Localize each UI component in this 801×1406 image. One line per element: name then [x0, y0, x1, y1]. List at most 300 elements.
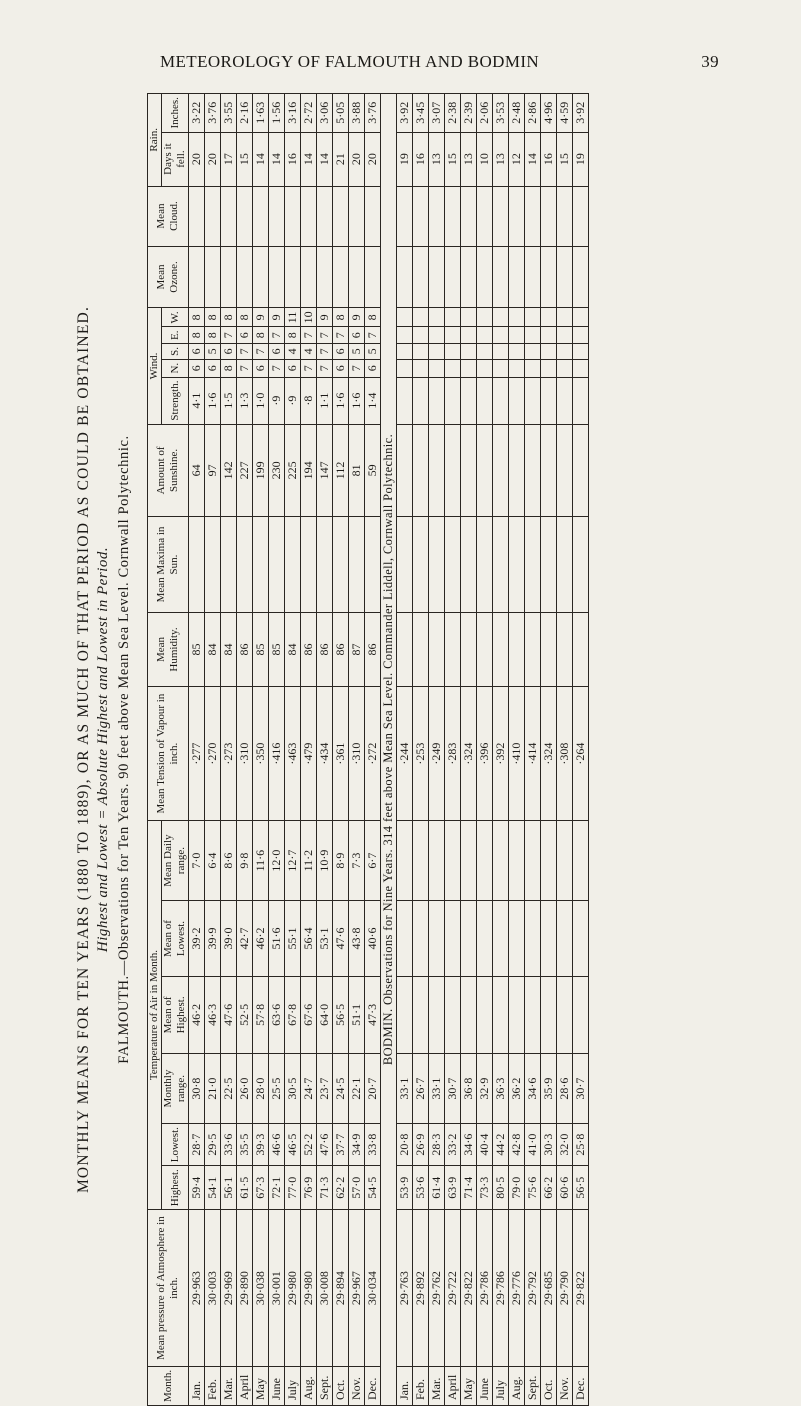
- cell-r: 22·1: [349, 1054, 365, 1124]
- cell-ss: [477, 424, 493, 517]
- cell-h: 56·5: [573, 1166, 589, 1210]
- cell-mh: [525, 976, 541, 1053]
- cell-d: 15: [445, 132, 461, 186]
- cell-r: 36·2: [509, 1054, 525, 1124]
- cell-hu: 86: [301, 612, 317, 687]
- cell-mh: 47·6: [221, 976, 237, 1053]
- cell-p: 30·001: [269, 1210, 285, 1367]
- table-row: [573, 94, 589, 1406]
- cell-st: 1·5: [221, 377, 237, 424]
- cell-r: 26·0: [237, 1054, 253, 1124]
- cell-in: 2·72: [301, 94, 317, 133]
- cell-hu: 84: [221, 612, 237, 687]
- cell-sun: [301, 517, 317, 612]
- cell-st: 4·1: [189, 377, 205, 424]
- cell-in: 2·16: [237, 94, 253, 133]
- cell-md: 7·3: [349, 820, 365, 900]
- cell-ss: 81: [349, 424, 365, 517]
- cell-n: 6: [253, 359, 269, 377]
- cell-cl: [461, 186, 477, 246]
- cell-e: [445, 327, 461, 343]
- col-sunshine: Amount of Sunshine.: [148, 424, 189, 517]
- cell-s: 5: [365, 343, 381, 359]
- table-row: [509, 94, 525, 1406]
- cell-md: 6·4: [205, 820, 221, 900]
- cell-h: 79·0: [509, 1166, 525, 1210]
- cell-r: 30·5: [285, 1054, 301, 1124]
- table-row: [285, 94, 301, 1406]
- cell-e: 7: [269, 327, 285, 343]
- cell-n: [557, 359, 573, 377]
- cell-p: 30·003: [205, 1210, 221, 1367]
- cell-l: 42·8: [509, 1124, 525, 1166]
- cell-t: ·396: [477, 687, 493, 821]
- cell-st: ·9: [269, 377, 285, 424]
- cell-s: 7: [237, 343, 253, 359]
- cell-hu: [445, 612, 461, 687]
- cell-e: 8: [189, 327, 205, 343]
- cell-md: 12·7: [285, 820, 301, 900]
- cell-p: 29·786: [477, 1210, 493, 1367]
- cell-w: [557, 308, 573, 327]
- cell-r: 36·3: [493, 1054, 509, 1124]
- cell-d: 15: [557, 132, 573, 186]
- cell-t: ·350: [253, 687, 269, 821]
- cell-ml: 39·9: [205, 901, 221, 976]
- cell-mh: 67·6: [301, 976, 317, 1053]
- cell-sun: [413, 517, 429, 612]
- cell-cl: [557, 186, 573, 246]
- cell-t: ·249: [429, 687, 445, 821]
- cell-e: 8: [285, 327, 301, 343]
- cell-e: 8: [253, 327, 269, 343]
- cell-cl: [493, 186, 509, 246]
- cell-cl: [477, 186, 493, 246]
- cell-hu: [477, 612, 493, 687]
- table-row: [461, 94, 477, 1406]
- col-mean-highest: Mean of Highest.: [162, 976, 189, 1053]
- cell-s: [573, 343, 589, 359]
- table-row: [333, 94, 349, 1406]
- cell-l: 35·5: [237, 1124, 253, 1166]
- cell-in: 4·96: [541, 94, 557, 133]
- cell-m: June: [269, 1366, 285, 1405]
- cell-cl: [413, 186, 429, 246]
- cell-hu: 85: [189, 612, 205, 687]
- cell-p: 29·822: [573, 1210, 589, 1367]
- cell-n: [397, 359, 413, 377]
- bodmin-rows: [397, 94, 589, 1406]
- cell-m: Jan.: [397, 1366, 413, 1405]
- cell-e: 7: [317, 327, 333, 343]
- cell-p: 30·008: [317, 1210, 333, 1367]
- cell-m: Mar.: [429, 1366, 445, 1405]
- cell-n: [573, 359, 589, 377]
- cell-ss: 97: [205, 424, 221, 517]
- cell-cl: [205, 186, 221, 246]
- cell-n: 7: [237, 359, 253, 377]
- cell-oz: [413, 246, 429, 308]
- cell-s: [541, 343, 557, 359]
- col-wind-strength: Strength.: [162, 377, 189, 424]
- cell-ss: 227: [237, 424, 253, 517]
- cell-ml: [429, 901, 445, 976]
- falmouth-section-title: FALMOUTH.—Observations for Ten Years. 90 feet above Mean Sea Level. Cornwall Polytechnic.: [116, 435, 132, 1064]
- col-mean-lowest: Mean of Lowest.: [162, 901, 189, 976]
- cell-n: [509, 359, 525, 377]
- cell-mh: [573, 976, 589, 1053]
- cell-sun: [509, 517, 525, 612]
- cell-hu: [429, 612, 445, 687]
- cell-l: 46·5: [285, 1124, 301, 1166]
- cell-h: 75·6: [525, 1166, 541, 1210]
- cell-n: 7: [269, 359, 285, 377]
- table-row: [525, 94, 541, 1406]
- table-row: [205, 94, 221, 1406]
- cell-d: 16: [541, 132, 557, 186]
- cell-p: 29·967: [349, 1210, 365, 1367]
- cell-t: ·310: [237, 687, 253, 821]
- cell-st: [509, 377, 525, 424]
- cell-sun: [237, 517, 253, 612]
- cell-st: [477, 377, 493, 424]
- cell-ml: 46·2: [253, 901, 269, 976]
- cell-l: 29·5: [205, 1124, 221, 1166]
- cell-d: 20: [189, 132, 205, 186]
- cell-in: 3·76: [205, 94, 221, 133]
- cell-oz: [493, 246, 509, 308]
- cell-n: [429, 359, 445, 377]
- cell-st: 1·6: [349, 377, 365, 424]
- col-mean-daily-range: Mean Daily range.: [162, 820, 189, 900]
- cell-ss: 147: [317, 424, 333, 517]
- cell-s: [557, 343, 573, 359]
- cell-ss: [413, 424, 429, 517]
- cell-oz: [317, 246, 333, 308]
- table-row: [541, 94, 557, 1406]
- cell-e: [509, 327, 525, 343]
- cell-sun: [573, 517, 589, 612]
- cell-d: 13: [461, 132, 477, 186]
- cell-m: Feb.: [413, 1366, 429, 1405]
- cell-m: Sept.: [525, 1366, 541, 1405]
- cell-s: [477, 343, 493, 359]
- cell-ml: [461, 901, 477, 976]
- cell-t: ·434: [317, 687, 333, 821]
- cell-cl: [221, 186, 237, 246]
- cell-t: ·361: [333, 687, 349, 821]
- cell-st: [461, 377, 477, 424]
- cell-h: 71·4: [461, 1166, 477, 1210]
- cell-w: [573, 308, 589, 327]
- cell-w: 9: [349, 308, 365, 327]
- cell-in: 3·07: [429, 94, 445, 133]
- cell-in: 2·39: [461, 94, 477, 133]
- cell-r: 30·8: [189, 1054, 205, 1124]
- cell-w: [397, 308, 413, 327]
- cell-md: [397, 820, 413, 900]
- cell-oz: [205, 246, 221, 308]
- cell-mh: [429, 976, 445, 1053]
- cell-s: [397, 343, 413, 359]
- data-table: [147, 93, 589, 1406]
- cell-t: ·253: [413, 687, 429, 821]
- rotated-content: [75, 93, 800, 1406]
- cell-cl: [285, 186, 301, 246]
- cell-w: 9: [253, 308, 269, 327]
- cell-cl: [253, 186, 269, 246]
- cell-hu: 86: [365, 612, 381, 687]
- cell-cl: [573, 186, 589, 246]
- col-tension: Mean Tension of Vapour in inch.: [148, 687, 189, 821]
- cell-p: 29·822: [461, 1210, 477, 1367]
- cell-w: 8: [189, 308, 205, 327]
- cell-h: 60·6: [557, 1166, 573, 1210]
- cell-t: ·324: [541, 687, 557, 821]
- cell-ss: [573, 424, 589, 517]
- cell-ml: 39·0: [221, 901, 237, 976]
- cell-in: 3·16: [285, 94, 301, 133]
- cell-s: [509, 343, 525, 359]
- cell-ss: [541, 424, 557, 517]
- cell-r: 24·7: [301, 1054, 317, 1124]
- cell-w: 10: [301, 308, 317, 327]
- cell-oz: [509, 246, 525, 308]
- header-row-groups: [148, 94, 162, 1406]
- cell-sun: [349, 517, 365, 612]
- cell-e: [573, 327, 589, 343]
- cell-sun: [189, 517, 205, 612]
- cell-ml: [445, 901, 461, 976]
- cell-p: 29·890: [237, 1210, 253, 1367]
- cell-cl: [397, 186, 413, 246]
- cell-r: 35·9: [541, 1054, 557, 1124]
- cell-st: ·8: [301, 377, 317, 424]
- cell-oz: [541, 246, 557, 308]
- cell-ml: 39·2: [189, 901, 205, 976]
- cell-n: 7: [317, 359, 333, 377]
- cell-in: 3·22: [189, 94, 205, 133]
- cell-n: [477, 359, 493, 377]
- cell-l: 34·6: [461, 1124, 477, 1166]
- cell-w: 8: [221, 308, 237, 327]
- cell-oz: [237, 246, 253, 308]
- cell-sun: [253, 517, 269, 612]
- cell-in: 2·06: [477, 94, 493, 133]
- cell-w: [413, 308, 429, 327]
- col-wind-w: W.: [162, 308, 189, 327]
- cell-l: 52·2: [301, 1124, 317, 1166]
- table-row: [397, 94, 413, 1406]
- cell-hu: [541, 612, 557, 687]
- cell-st: 1·6: [205, 377, 221, 424]
- cell-m: Jan.: [189, 1366, 205, 1405]
- bodmin-section-title: BODMIN. Observations for Nine Years. 314 feet above Mean Sea Level. Commander Liddell, Cornwall Polytechnic.: [381, 94, 397, 1406]
- cell-md: [557, 820, 573, 900]
- cell-t: ·270: [205, 687, 221, 821]
- table-row: [189, 94, 205, 1406]
- cell-l: 33·2: [445, 1124, 461, 1166]
- cell-st: 1·3: [237, 377, 253, 424]
- cell-ss: [557, 424, 573, 517]
- cell-h: 62·2: [333, 1166, 349, 1210]
- col-highest: Highest.: [162, 1166, 189, 1210]
- cell-ml: 56·4: [301, 901, 317, 976]
- col-lowest: Lowest.: [162, 1124, 189, 1166]
- cell-r: 28·6: [557, 1054, 573, 1124]
- cell-hu: [509, 612, 525, 687]
- cell-s: 4: [301, 343, 317, 359]
- cell-d: 19: [573, 132, 589, 186]
- cell-mh: [397, 976, 413, 1053]
- cell-mh: [541, 976, 557, 1053]
- cell-ml: [477, 901, 493, 976]
- cell-hu: [493, 612, 509, 687]
- cell-ss: 142: [221, 424, 237, 517]
- cell-md: [413, 820, 429, 900]
- cell-m: Feb.: [205, 1366, 221, 1405]
- cell-oz: [189, 246, 205, 308]
- cell-in: 3·06: [317, 94, 333, 133]
- cell-mh: 47·3: [365, 976, 381, 1053]
- cell-md: 12·0: [269, 820, 285, 900]
- cell-st: [557, 377, 573, 424]
- cell-in: 3·76: [365, 94, 381, 133]
- col-rain-group: Rain.: [148, 94, 162, 187]
- col-wind-e: E.: [162, 327, 189, 343]
- cell-p: 29·980: [285, 1210, 301, 1367]
- cell-h: 76·9: [301, 1166, 317, 1210]
- cell-r: 21·0: [205, 1054, 221, 1124]
- cell-l: 41·0: [525, 1124, 541, 1166]
- cell-r: 30·7: [573, 1054, 589, 1124]
- cell-p: 29·762: [429, 1210, 445, 1367]
- cell-oz: [285, 246, 301, 308]
- cell-m: May: [253, 1366, 269, 1405]
- cell-ss: [493, 424, 509, 517]
- cell-r: 36·8: [461, 1054, 477, 1124]
- cell-h: 53·9: [397, 1166, 413, 1210]
- cell-md: 6·7: [365, 820, 381, 900]
- cell-n: 8: [221, 359, 237, 377]
- cell-m: Nov.: [557, 1366, 573, 1405]
- cell-d: 14: [301, 132, 317, 186]
- cell-s: [429, 343, 445, 359]
- col-wind-n: N.: [162, 359, 189, 377]
- cell-mh: 46·3: [205, 976, 221, 1053]
- cell-l: 46·6: [269, 1124, 285, 1166]
- cell-p: 30·038: [253, 1210, 269, 1367]
- cell-s: [525, 343, 541, 359]
- cell-t: ·463: [285, 687, 301, 821]
- cell-e: [541, 327, 557, 343]
- cell-m: Sept.: [317, 1366, 333, 1405]
- cell-r: 34·6: [525, 1054, 541, 1124]
- cell-l: 33·6: [221, 1124, 237, 1166]
- cell-h: 57·0: [349, 1166, 365, 1210]
- cell-oz: [477, 246, 493, 308]
- cell-m: Aug.: [509, 1366, 525, 1405]
- cell-hu: [525, 612, 541, 687]
- cell-t: ·416: [269, 687, 285, 821]
- cell-md: 10·9: [317, 820, 333, 900]
- cell-l: 25·8: [573, 1124, 589, 1166]
- cell-w: [429, 308, 445, 327]
- cell-md: [541, 820, 557, 900]
- cell-n: 6: [285, 359, 301, 377]
- cell-t: ·277: [189, 687, 205, 821]
- cell-sun: [365, 517, 381, 612]
- cell-d: 13: [429, 132, 445, 186]
- cell-hu: [461, 612, 477, 687]
- cell-oz: [397, 246, 413, 308]
- cell-hu: 87: [349, 612, 365, 687]
- cell-mh: [445, 976, 461, 1053]
- cell-r: 32·9: [477, 1054, 493, 1124]
- cell-n: [493, 359, 509, 377]
- cell-l: 34·9: [349, 1124, 365, 1166]
- cell-m: July: [285, 1366, 301, 1405]
- cell-s: 7: [317, 343, 333, 359]
- cell-l: 37·7: [333, 1124, 349, 1166]
- cell-l: 26·9: [413, 1124, 429, 1166]
- cell-hu: 86: [237, 612, 253, 687]
- cell-d: 14: [525, 132, 541, 186]
- cell-h: 61·5: [237, 1166, 253, 1210]
- cell-in: 2·48: [509, 94, 525, 133]
- table-row: [557, 94, 573, 1406]
- cell-w: [525, 308, 541, 327]
- cell-sun: [557, 517, 573, 612]
- cell-h: 63·9: [445, 1166, 461, 1210]
- cell-mh: [413, 976, 429, 1053]
- cell-cl: [525, 186, 541, 246]
- cell-h: 80·5: [493, 1166, 509, 1210]
- table-row: [221, 94, 237, 1406]
- cell-h: 73·3: [477, 1166, 493, 1210]
- cell-d: 20: [205, 132, 221, 186]
- cell-l: 47·6: [317, 1124, 333, 1166]
- cell-e: [413, 327, 429, 343]
- cell-ml: 53·1: [317, 901, 333, 976]
- falmouth-rows: [189, 94, 381, 1406]
- table-row: [317, 94, 333, 1406]
- cell-t: ·324: [461, 687, 477, 821]
- cell-d: 16: [285, 132, 301, 186]
- cell-p: 29·894: [333, 1210, 349, 1367]
- cell-md: [445, 820, 461, 900]
- cell-h: 71·3: [317, 1166, 333, 1210]
- rotated-table-region: [75, 93, 800, 1406]
- cell-w: 8: [237, 308, 253, 327]
- cell-mh: [557, 976, 573, 1053]
- cell-md: [525, 820, 541, 900]
- cell-mh: 57·8: [253, 976, 269, 1053]
- cell-d: 19: [397, 132, 413, 186]
- cell-n: 7: [349, 359, 365, 377]
- cell-r: 20·7: [365, 1054, 381, 1124]
- cell-mh: 56·5: [333, 976, 349, 1053]
- cell-ss: 194: [301, 424, 317, 517]
- cell-r: 25·5: [269, 1054, 285, 1124]
- cell-l: 33·8: [365, 1124, 381, 1166]
- cell-mh: 64·0: [317, 976, 333, 1053]
- cell-md: 8·9: [333, 820, 349, 900]
- cell-t: ·392: [493, 687, 509, 821]
- cell-ml: 42·7: [237, 901, 253, 976]
- cell-ss: [509, 424, 525, 517]
- cell-md: 7·0: [189, 820, 205, 900]
